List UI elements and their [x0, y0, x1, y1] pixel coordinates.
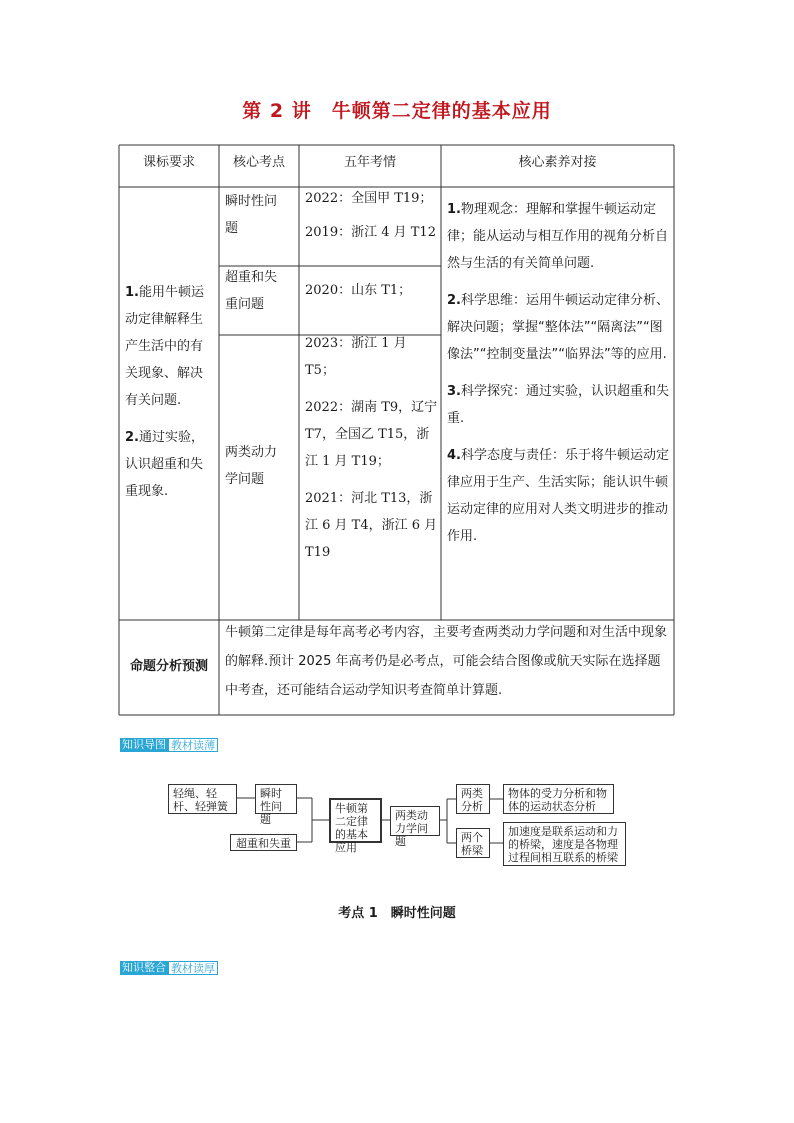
section-title: 考点 1 瞬时性问题 [338, 906, 456, 921]
tag-secondary: 教材读厚 [168, 961, 218, 975]
mindmap-instant: 瞬时性问题 [255, 784, 297, 814]
requirement-1: 1.能用牛顿运动定律解释生产生活中的有关现象、解决有关问题. [125, 285, 204, 408]
prediction-label: 命题分析预测 [129, 659, 208, 674]
exam-line: 2021：河北 T13，浙江 6 月 T4，浙江 6 月 T19 [305, 491, 438, 560]
exam-dynamics [305, 330, 438, 566]
header-requirements: 课标要求 [142, 155, 195, 170]
exam-overweight [305, 277, 438, 304]
requirement-2: 2.通过实验，认识超重和失重现象. [125, 430, 204, 499]
exam-line: 2022：湖南 T9，辽宁 T7，全国乙 T15，浙江 1 月 T19； [305, 400, 438, 469]
literacy-3: 3.科学探究：通过实验，认识超重和失重. [447, 384, 669, 426]
mindmap-bridges: 两个桥梁 [456, 828, 490, 858]
tag-primary: 知识整合 [122, 961, 166, 974]
header-exams: 五年考情 [343, 155, 396, 170]
knowledge-integration-tag [120, 961, 218, 975]
mindmap-analysis-text: 物体的受力分析和物体的运动状态分析 [503, 784, 614, 814]
tag-primary: 知识导图 [122, 738, 166, 751]
header-literacy: 核心素养对接 [518, 155, 597, 170]
topic-overweight: 超重和失重问题 [225, 270, 278, 312]
literacy-1: 1.物理观念：理解和掌握牛顿运动定律；能从运动与相互作用的视角分析自然与生活的有关简单问题. [447, 202, 669, 271]
prediction-text: 牛顿第二定律是每年高考必考内容，主要考查两类动力学问题和对生活中现象的解释.预计 2025 年高考仍是必考点，可能会结合图像或航天实际在选择题中考查，还可能结合运动学知识考查简单计算题. [225, 625, 668, 698]
exam-instant [305, 182, 438, 250]
mindmap-overweight: 超重和失重 [230, 834, 297, 851]
mindmap-center: 牛顿第二定律的基本应用 [329, 798, 382, 843]
topic-dynamics: 两类动力学问题 [225, 445, 278, 487]
exam-line: 2023：浙江 1 月 T5； [305, 336, 407, 378]
mindmap-ropes: 轻绳、轻杆、轻弹簧 [168, 784, 237, 814]
knowledge-map-tag [120, 738, 218, 752]
header-topics: 核心考点 [232, 155, 285, 170]
literacy-cell [447, 196, 669, 550]
exam-line: 2022：全国甲 T19； [305, 191, 433, 206]
mindmap-analysis: 两类分析 [456, 784, 490, 814]
tag-secondary: 教材读薄 [168, 738, 218, 752]
literacy-2: 2.科学思维：运用牛顿运动定律分析、解决问题；掌握“整体法”“隔离法”“图像法”“控制变量法”“临界法”等的应用. [447, 293, 669, 362]
page-title: 第 2 讲 牛顿第二定律的基本应用 [242, 100, 552, 122]
literacy-4: 4.科学态度与责任：乐于将牛顿运动定律应用于生产、生活实际；能认识牛顿运动定律的应用对人类文明进步的推动作用. [447, 448, 669, 544]
mindmap-bridges-text: 加速度是联系运动和力的桥梁，速度是各物理过程间相互联系的桥梁 [503, 822, 626, 866]
mindmap-dynamics: 两类动力学问题 [390, 806, 440, 836]
topic-instant: 瞬时性问题 [225, 194, 278, 236]
exam-line: 2019：浙江 4 月 T12 [305, 225, 436, 240]
exam-line: 2020：山东 T1； [305, 283, 412, 298]
requirements-cell [125, 279, 215, 505]
